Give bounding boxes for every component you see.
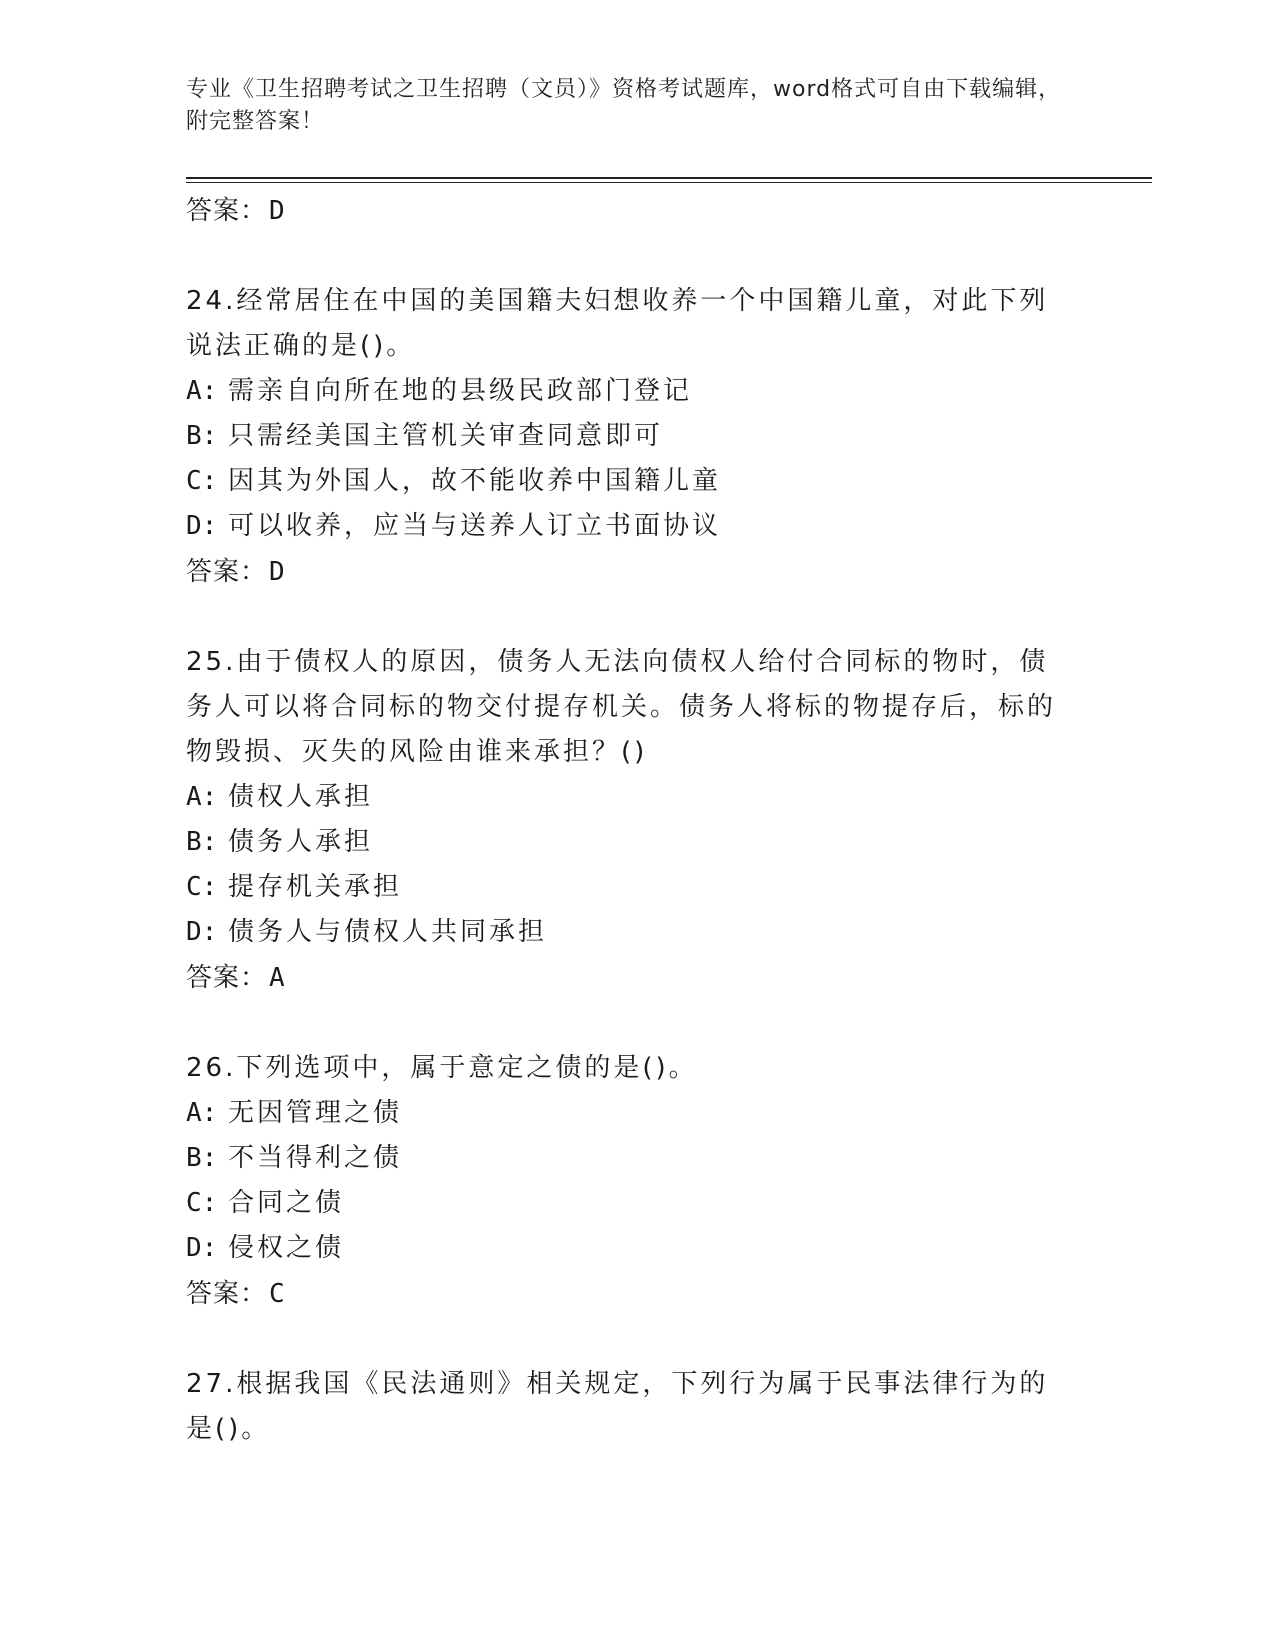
spacer	[186, 1001, 1076, 1046]
option-c	[186, 1181, 1076, 1226]
option-letter: B:	[186, 827, 218, 857]
option-letter: A:	[186, 376, 218, 406]
question-stem: 24.经常居住在中国的美国籍夫妇想收养一个中国籍儿童，对此下列说法正确的是()。	[186, 286, 1049, 361]
option-b	[186, 820, 1076, 865]
option-letter: B:	[186, 421, 218, 451]
header-rule-thick	[186, 177, 1152, 179]
answer-value: D	[269, 196, 286, 226]
option-letter: C:	[186, 1188, 218, 1218]
question-24	[186, 279, 1076, 595]
option-letter: D:	[186, 917, 218, 947]
answer-value: C	[269, 1279, 286, 1309]
answer-value: D	[269, 557, 286, 587]
answer-line	[186, 549, 1076, 595]
document-content	[186, 188, 1076, 1452]
answer-label: 答案：	[186, 196, 268, 226]
option-text: 债务人承担	[228, 827, 374, 857]
option-text: 因其为外国人，故不能收养中国籍儿童	[228, 466, 722, 496]
option-letter: A:	[186, 1098, 218, 1128]
option-text: 不当得利之债	[228, 1143, 403, 1173]
option-d	[186, 1226, 1076, 1271]
spacer	[186, 234, 1076, 279]
header-rule-thin	[186, 182, 1152, 183]
option-d	[186, 910, 1076, 955]
option-a	[186, 1091, 1076, 1136]
question-stem: 25.由于债权人的原因，债务人无法向债权人给付合同标的物时，债务人可以将合同标的物交付提存机关。债务人将标的物提存后，标的物毁损、灭失的风险由谁来承担？()	[186, 647, 1057, 767]
option-a	[186, 775, 1076, 820]
answer-line	[186, 1271, 1076, 1317]
question-25	[186, 640, 1076, 1001]
answer-label: 答案：	[186, 1279, 268, 1309]
option-letter: C:	[186, 872, 218, 902]
question-stem: 27.根据我国《民法通则》相关规定，下列行为属于民事法律行为的是()。	[186, 1369, 1049, 1444]
answer-line	[186, 188, 1076, 234]
option-text: 债权人承担	[228, 782, 374, 812]
spacer	[186, 1317, 1076, 1362]
option-c	[186, 865, 1076, 910]
question-27	[186, 1362, 1076, 1452]
answer-label: 答案：	[186, 557, 268, 587]
document-header: 专业《卫生招聘考试之卫生招聘（文员）》资格考试题库，word格式可自由下载编辑，附完整答案！	[186, 77, 1062, 134]
option-text: 提存机关承担	[228, 872, 403, 902]
option-letter: B:	[186, 1143, 218, 1173]
option-b	[186, 1136, 1076, 1181]
option-text: 需亲自向所在地的县级民政部门登记	[228, 376, 693, 406]
answer-value: A	[269, 963, 286, 993]
question-26	[186, 1046, 1076, 1317]
option-letter: C:	[186, 466, 218, 496]
option-text: 无因管理之债	[228, 1098, 403, 1128]
option-d	[186, 504, 1076, 549]
option-a	[186, 369, 1076, 414]
option-text: 只需经美国主管机关审查同意即可	[228, 421, 664, 451]
option-letter: D:	[186, 511, 218, 541]
option-text: 侵权之债	[228, 1233, 345, 1263]
option-letter: D:	[186, 1233, 218, 1263]
answer-label: 答案：	[186, 963, 268, 993]
option-letter: A:	[186, 782, 218, 812]
option-text: 合同之债	[228, 1188, 345, 1218]
question-stem: 26.下列选项中，属于意定之债的是()。	[186, 1053, 698, 1083]
spacer	[186, 595, 1076, 640]
option-b	[186, 414, 1076, 459]
answer-line	[186, 955, 1076, 1001]
option-text: 可以收养，应当与送养人订立书面协议	[228, 511, 722, 541]
option-text: 债务人与债权人共同承担	[228, 917, 548, 947]
option-c	[186, 459, 1076, 504]
